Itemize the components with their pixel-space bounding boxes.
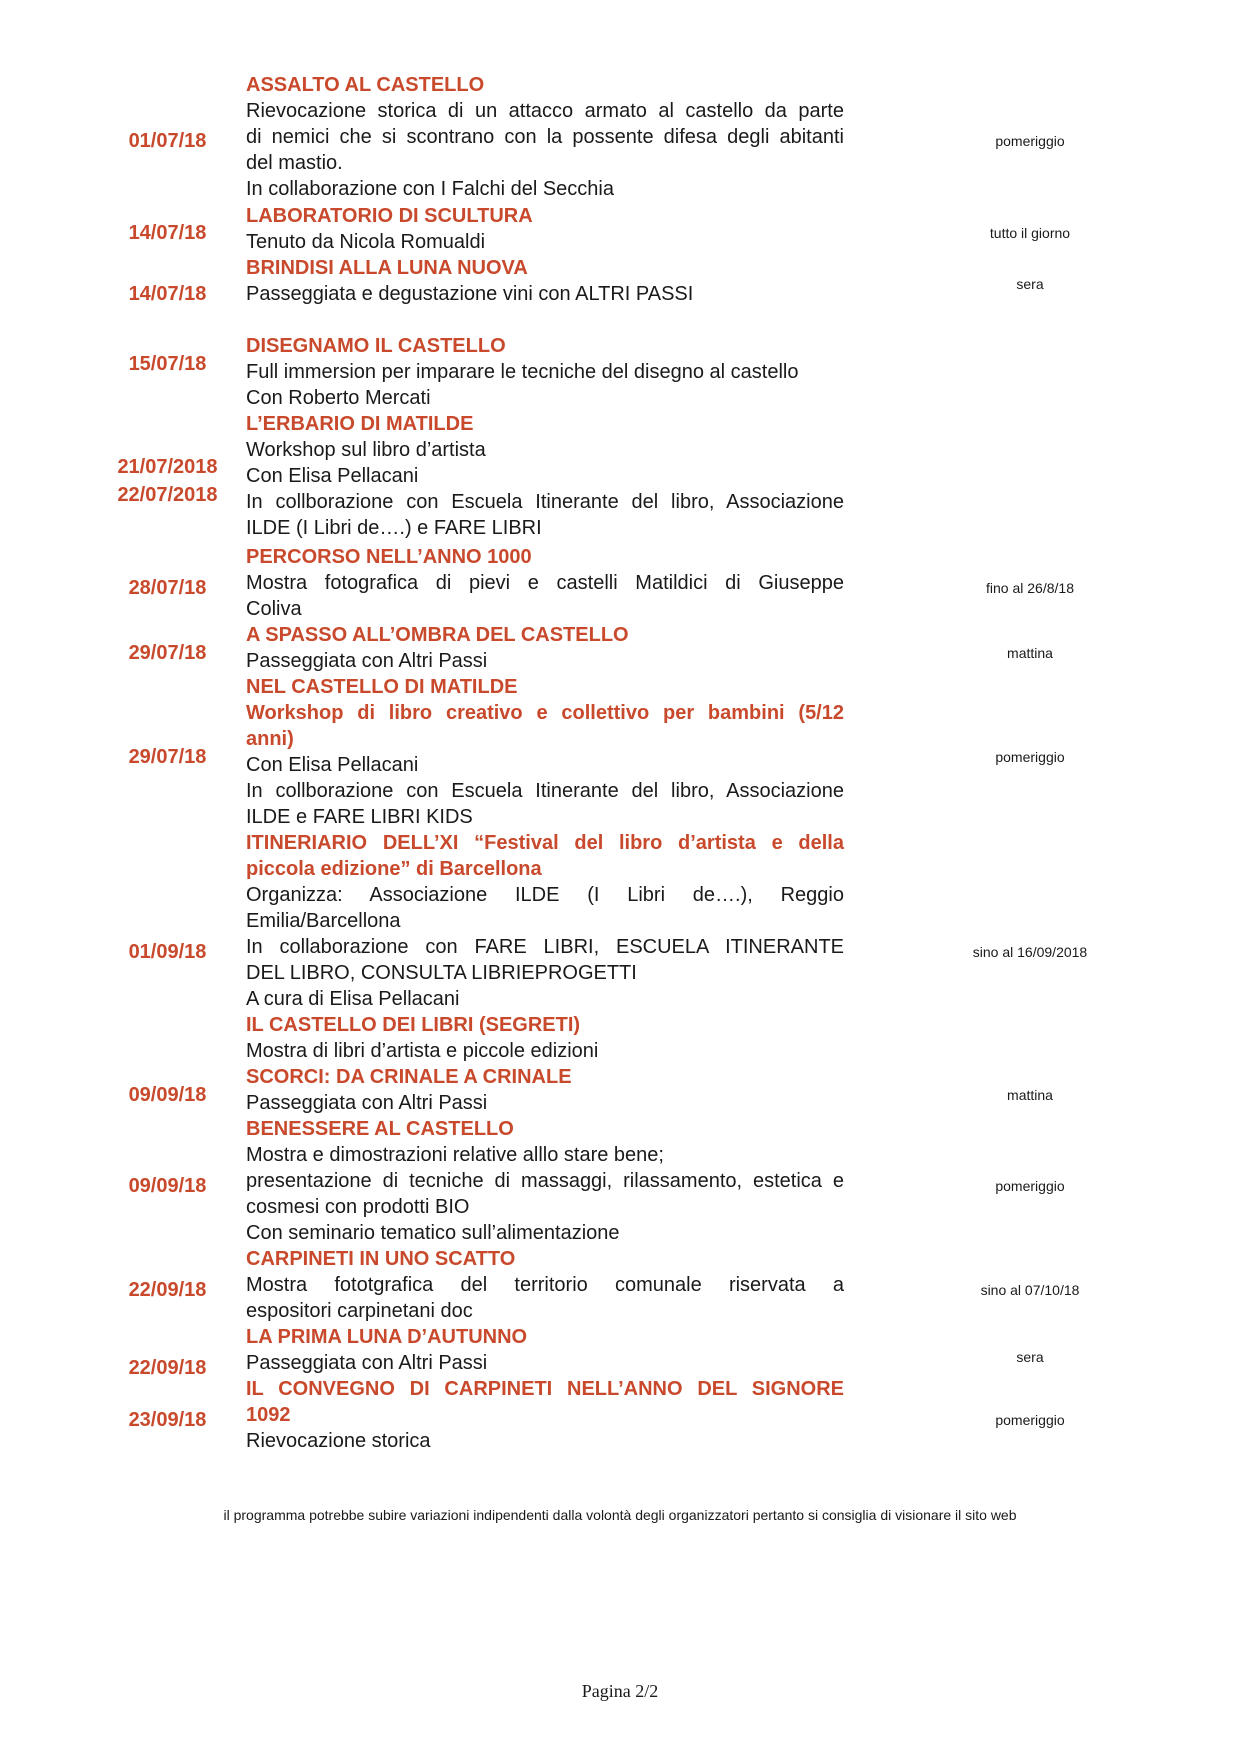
event-date-end: 22/07/2018 bbox=[117, 484, 218, 506]
event-line: DEL LIBRO, CONSULTA LIBRIEPROGETTI bbox=[246, 962, 637, 984]
event-subtitle: anni) bbox=[246, 728, 294, 750]
event-line: espositori carpinetani doc bbox=[246, 1300, 473, 1322]
event-line: del mastio. bbox=[246, 152, 343, 174]
event-subtitle: Workshop di libro creativo e collettivo per bambini (5/12 bbox=[246, 702, 844, 724]
event-description bbox=[246, 1012, 844, 1116]
page-number: Pagina 2/2 bbox=[581, 1681, 659, 1701]
event-date: 01/09/18 bbox=[128, 941, 207, 963]
event-line: Coliva bbox=[246, 598, 302, 620]
event-title: SCORCI: DA CRINALE A CRINALE bbox=[246, 1066, 572, 1088]
event-title: A SPASSO ALL’OMBRA DEL CASTELLO bbox=[246, 624, 629, 646]
event-line: In collaborazione con FARE LIBRI, ESCUELA ITINERANTE bbox=[246, 936, 844, 958]
event-title: NEL CASTELLO DI MATILDE bbox=[246, 676, 518, 698]
event-time: sino al 07/10/18 bbox=[980, 1282, 1080, 1298]
event-description bbox=[246, 72, 844, 202]
event-line: Organizza: Associazione ILDE (I Libri de….), Reggio bbox=[246, 884, 844, 906]
event-line: Con Roberto Mercati bbox=[246, 387, 431, 409]
event-line: Tenuto da Nicola Romualdi bbox=[246, 231, 486, 253]
event-line: cosmesi con prodotti BIO bbox=[246, 1196, 470, 1218]
event-line: Mostra fotografica di pievi e castelli Matildici di Giuseppe bbox=[246, 572, 844, 594]
event-line: Passeggiata con Altri Passi bbox=[246, 1092, 488, 1114]
event-description bbox=[246, 255, 844, 307]
event-line: Con seminario tematico sull’alimentazione bbox=[246, 1222, 620, 1244]
event-line: Passeggiata con Altri Passi bbox=[246, 1352, 488, 1374]
event-date: 09/09/18 bbox=[128, 1175, 207, 1197]
event-date: 22/09/18 bbox=[128, 1279, 207, 1301]
event-time: pomeriggio bbox=[995, 749, 1065, 765]
event-description bbox=[246, 830, 844, 1012]
event-description bbox=[246, 674, 844, 830]
event-title: ITINERIARIO DELL’XI “Festival del libro d’artista e della bbox=[246, 832, 844, 854]
event-line: presentazione di tecniche di massaggi, rilassamento, estetica e bbox=[246, 1170, 844, 1192]
event-line: ILDE e FARE LIBRI KIDS bbox=[246, 806, 473, 828]
event-line: Passeggiata e degustazione vini con ALTRI PASSI bbox=[246, 283, 694, 305]
event-description bbox=[246, 411, 844, 541]
event-line: Emilia/Barcellona bbox=[246, 910, 401, 932]
event-date: 01/07/18 bbox=[128, 130, 207, 152]
event-time: sera bbox=[1016, 1349, 1044, 1365]
event-line: ILDE (I Libri de….) e FARE LIBRI bbox=[246, 517, 542, 539]
event-line: In collaborazione con I Falchi del Secchia bbox=[246, 178, 614, 200]
event-title: CARPINETI IN UNO SCATTO bbox=[246, 1248, 516, 1270]
event-title: PERCORSO NELL’ANNO 1000 bbox=[246, 546, 532, 568]
event-title: BRINDISI ALLA LUNA NUOVA bbox=[246, 257, 528, 279]
event-date: 29/07/18 bbox=[128, 642, 207, 664]
event-time: mattina bbox=[1007, 1087, 1053, 1103]
event-line: di nemici che si scontrano con la possente difesa degli abitanti bbox=[246, 126, 844, 148]
event-time: pomeriggio bbox=[995, 1412, 1065, 1428]
event-date: 09/09/18 bbox=[128, 1084, 207, 1106]
event-time: pomeriggio bbox=[995, 1178, 1065, 1194]
event-time: sino al 16/09/2018 bbox=[972, 944, 1088, 960]
footer-note: il programma potrebbe subire variazioni indipendenti dalla volontà degli organizzatori pertanto si consiglia di visionare il sito web bbox=[223, 1507, 1017, 1523]
event-line: Workshop sul libro d’artista bbox=[246, 439, 486, 461]
event-description bbox=[246, 1324, 844, 1376]
event-date: 14/07/18 bbox=[128, 283, 207, 305]
event-title: IL CASTELLO DEI LIBRI (SEGRETI) bbox=[246, 1014, 581, 1036]
event-title: LABORATORIO DI SCULTURA bbox=[246, 205, 533, 227]
event-line: In collborazione con Escuela Itinerante del libro, Associazione bbox=[246, 780, 844, 802]
event-title: DISEGNAMO IL CASTELLO bbox=[246, 335, 506, 357]
event-line: Con Elisa Pellacani bbox=[246, 465, 419, 487]
event-line: Rievocazione storica di un attacco armato al castello da parte bbox=[246, 100, 844, 122]
event-line: Mostra fototgrafica del territorio comunale riservata a bbox=[246, 1274, 844, 1296]
event-date: 29/07/18 bbox=[128, 746, 207, 768]
event-date: 14/07/18 bbox=[128, 222, 207, 244]
event-date: 23/09/18 bbox=[128, 1409, 207, 1431]
event-time: pomeriggio bbox=[995, 133, 1065, 149]
event-time: sera bbox=[1016, 276, 1044, 292]
event-title: piccola edizione” di Barcellona bbox=[246, 858, 542, 880]
event-line: In collborazione con Escuela Itinerante del libro, Associazione bbox=[246, 491, 844, 513]
event-description bbox=[246, 1246, 844, 1324]
event-title: LA PRIMA LUNA D’AUTUNNO bbox=[246, 1326, 528, 1348]
event-line: A cura di Elisa Pellacani bbox=[246, 988, 460, 1010]
event-description bbox=[246, 544, 844, 622]
event-time: tutto il giorno bbox=[989, 225, 1071, 241]
event-date: 15/07/18 bbox=[128, 353, 207, 375]
event-line: Mostra e dimostrazioni relative alllo stare bene; bbox=[246, 1144, 664, 1166]
event-title: IL CONVEGNO DI CARPINETI NELL’ANNO DEL SIGNORE bbox=[246, 1378, 844, 1400]
event-title: L’ERBARIO DI MATILDE bbox=[246, 413, 474, 435]
event-title: 1092 bbox=[246, 1404, 291, 1426]
event-line: Rievocazione storica bbox=[246, 1430, 431, 1452]
event-description bbox=[246, 622, 844, 674]
event-description bbox=[246, 203, 844, 255]
event-line: Mostra di libri d’artista e piccole edizioni bbox=[246, 1040, 599, 1062]
event-line: Full immersion per imparare le tecniche del disegno al castello bbox=[246, 361, 799, 383]
event-line: Passeggiata con Altri Passi bbox=[246, 650, 488, 672]
event-title: ASSALTO AL CASTELLO bbox=[246, 74, 485, 96]
event-description bbox=[246, 1116, 844, 1246]
event-description bbox=[246, 333, 844, 411]
event-date: 28/07/18 bbox=[128, 577, 207, 599]
event-description bbox=[246, 1376, 844, 1454]
event-time: mattina bbox=[1007, 645, 1053, 661]
event-line: Con Elisa Pellacani bbox=[246, 754, 419, 776]
event-date: 22/09/18 bbox=[128, 1357, 207, 1379]
event-time: fino al 26/8/18 bbox=[986, 580, 1074, 596]
event-date: 21/07/2018 bbox=[117, 456, 218, 478]
event-title: BENESSERE AL CASTELLO bbox=[246, 1118, 514, 1140]
